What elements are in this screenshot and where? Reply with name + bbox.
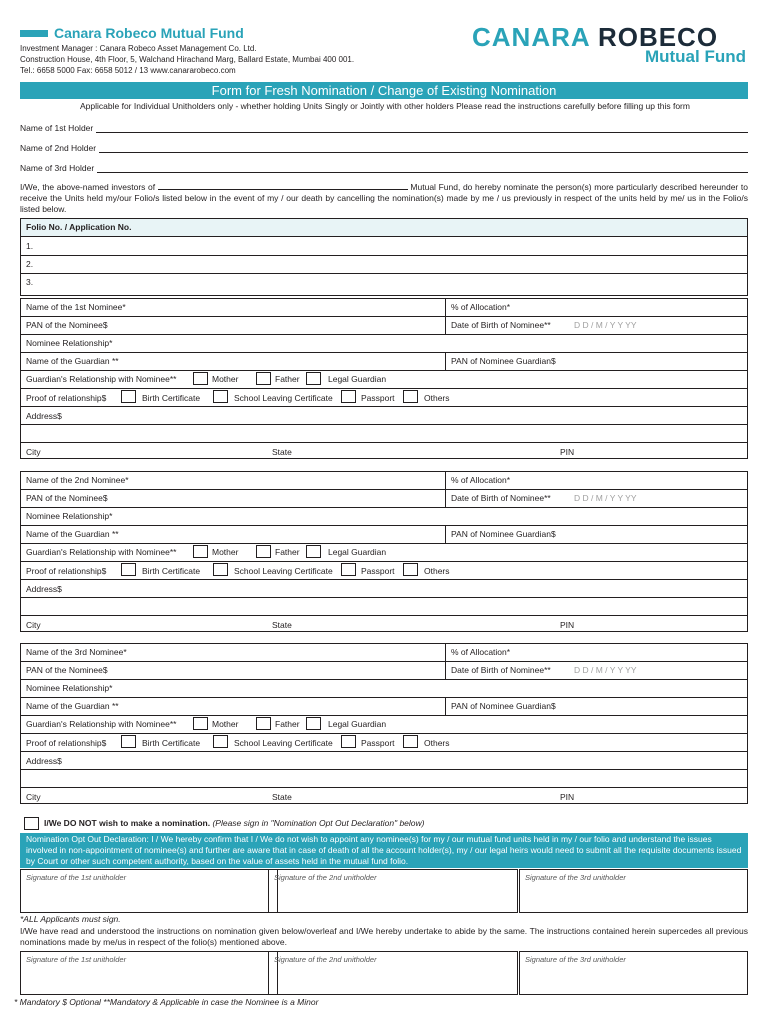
nominee-2-father-checkbox[interactable] [256,545,271,558]
signature-label-5: Signature of the 2nd unitholder [274,955,377,964]
nominee-1-guardian-label[interactable]: Name of the Guardian ** [26,356,119,366]
nominee-3-dob-label[interactable]: Date of Birth of Nominee** [451,665,551,675]
holder-1-label: Name of 1st Holder [20,123,94,133]
nominee-2-passport-checkbox[interactable] [341,563,356,576]
all-must-sign: *ALL Applicants must sign. [20,914,121,924]
nominee-3-school-cert-checkbox[interactable] [213,735,228,748]
signature-label-1: Signature of the 1st unitholder [26,873,127,882]
folio-divider [20,273,748,274]
nominee-1-pan-label[interactable]: PAN of the Nominee$ [26,320,108,330]
nominee-2-state-label[interactable]: State [272,620,292,630]
folio-header: Folio No. / Application No. [26,222,132,232]
nominee-col-divider [445,525,446,543]
nominee-3-guardian-label[interactable]: Name of the Guardian ** [26,701,119,711]
fund-name-field[interactable] [158,182,408,190]
folio-row-1[interactable]: 1. [26,241,34,251]
nominee-col-divider [445,298,446,334]
nominee-row-divider [20,579,748,580]
signature-box-6[interactable] [519,951,748,995]
nominee-1-mother-label: Mother [212,374,239,384]
nominee-row-divider [20,697,748,698]
nominee-2-mother-label: Mother [212,547,239,557]
nominee-3-name-label[interactable]: Name of the 3rd Nominee* [26,647,127,657]
nominee-1-legal-guardian-checkbox[interactable] [306,372,321,385]
signature-box-3[interactable] [519,869,748,913]
nominee-3-guardian-rel-label: Guardian's Relationship with Nominee** [26,719,177,729]
holder-1-row[interactable] [20,123,748,133]
nominee-3-others-label: Others [424,738,450,748]
nominee-row-divider [20,442,748,443]
signature-box-4[interactable] [20,951,278,995]
holder-3-row[interactable] [20,163,748,173]
folio-divider [20,255,748,256]
nominee-3-allocation-label[interactable]: % of Allocation* [451,647,511,657]
optout-label [44,818,425,828]
nominee-1-relationship-label[interactable]: Nominee Relationship* [26,338,113,348]
nominee-1-school-cert-label: School Leaving Certificate [234,393,333,403]
nominee-1-father-checkbox[interactable] [256,372,271,385]
nominee-3-legal-guardian-label: Legal Guardian [328,719,387,729]
nominee-2-pan-label[interactable]: PAN of the Nominee$ [26,493,108,503]
nominee-1-dob-placeholder[interactable]: D D / M / Y Y YY [574,320,637,330]
nominee-1-dob-label[interactable]: Date of Birth of Nominee** [451,320,551,330]
nominee-row-divider [20,751,748,752]
form-subtitle: Applicable for Individual Unitholders only - whether holding Units Singly or Jointly with other holders Please read the instructions carefully before filling up this form [80,101,690,111]
address-line-2: Construction House, 4th Floor, 5, Walchand Hirachand Marg, Ballard Estate, Mumbai 400 001. [20,55,355,64]
nominee-row-divider [20,543,748,544]
nominee-2-pin-label[interactable]: PIN [560,620,575,630]
nominee-2-school-cert-label: School Leaving Certificate [234,566,333,576]
brand-mark-bar [20,30,48,37]
optout-checkbox[interactable] [24,817,39,830]
nominee-row-divider [20,316,748,317]
nominee-row-divider [20,507,748,508]
holder-3-field[interactable] [97,164,748,173]
nominee-2-school-cert-checkbox[interactable] [213,563,228,576]
nominee-2-city-label[interactable]: City [26,620,41,630]
nominee-2-legal-guardian-label: Legal Guardian [328,547,387,557]
declaration-start: I/We, the above-named investors of [20,182,156,192]
nominee-col-divider [445,352,446,370]
nominee-3-proof-label: Proof of relationship$ [26,738,107,748]
nominee-col-divider [445,643,446,679]
nominee-row-divider [20,561,748,562]
nominee-3-pan-label[interactable]: PAN of the Nominee$ [26,665,108,675]
nominee-col-divider [445,697,446,715]
nomination-declaration [20,182,748,215]
nominee-3-pin-label[interactable]: PIN [560,792,575,802]
nominee-row-divider [20,597,748,598]
nominee-3-mother-checkbox[interactable] [193,717,208,730]
nominee-2-guardian-rel-label: Guardian's Relationship with Nominee** [26,547,177,557]
nominee-1-father-label: Father [275,374,300,384]
nominee-row-divider [20,334,748,335]
nominee-row-divider [20,370,748,371]
nominee-row-divider [20,787,748,788]
nominee-2-dob-placeholder[interactable]: D D / M / Y Y YY [574,493,637,503]
signature-box-2[interactable] [268,869,518,913]
nominee-3-birth-cert-checkbox[interactable] [121,735,136,748]
folio-row-3[interactable]: 3. [26,277,34,287]
nominee-2-birth-cert-label: Birth Certificate [142,566,201,576]
nominee-1-city-label[interactable]: City [26,447,41,457]
optout-declaration: Nomination Opt Out Declaration: I / We hereby confirm that I / We do not wish to appoint any nominee(s) for my / our mutual fund units held in my / our folio and understand the issues involved in non-appointment of nominee(s) and further are aware that in case of death of all the account holder(s), my / our legal heirs would need to submit all the requisite documents issued by Court or other such competent authority, based on the value of assets held in the mutual fund folio. [20,833,748,868]
nominee-2-legal-guardian-checkbox[interactable] [306,545,321,558]
logo-mutual-fund: Mutual Fund [644,47,746,66]
nominee-1-state-label[interactable]: State [272,447,292,457]
nominee-2-guardian-label[interactable]: Name of the Guardian ** [26,529,119,539]
address-line-1: Investment Manager : Canara Robeco Asset Management Co. Ltd. [20,44,257,53]
nominee-row-divider [20,424,748,425]
nominee-1-passport-checkbox[interactable] [341,390,356,403]
nominee-row-divider [20,769,748,770]
nominee-1-allocation-label[interactable]: % of Allocation* [451,302,511,312]
nominee-3-father-checkbox[interactable] [256,717,271,730]
nominee-3-birth-cert-label: Birth Certificate [142,738,201,748]
company-name: Canara Robeco Mutual Fund [54,25,244,41]
nominee-3-school-cert-label: School Leaving Certificate [234,738,333,748]
nominee-1-name-label[interactable]: Name of the 1st Nominee* [26,302,126,312]
nominee-3-state-label[interactable]: State [272,792,292,802]
undertaking-text: I/We have read and understood the instructions on nomination given below/overleaf and I/We hereby undertake to abide by the same. The instructions contained herein supercedes all previous nominations made by me/us in respect of the folio(s) mentioned above. [20,926,748,947]
nominee-2-mother-checkbox[interactable] [193,545,208,558]
logo-robeco: ROBECO [597,22,719,52]
nominee-3-address-label[interactable]: Address$ [26,756,62,766]
holder-1-field[interactable] [96,124,748,133]
nominee-1-birth-cert-checkbox[interactable] [121,390,136,403]
nominee-2-father-label: Father [275,547,300,557]
folio-row-2[interactable]: 2. [26,259,34,269]
nominee-row-divider [20,352,748,353]
nominee-1-mother-checkbox[interactable] [193,372,208,385]
nominee-2-dob-label[interactable]: Date of Birth of Nominee** [451,493,551,503]
nominee-3-mother-label: Mother [212,719,239,729]
nominee-1-pin-label[interactable]: PIN [560,447,575,457]
logo-canara: CANARA [472,22,590,52]
nominee-row-divider [20,661,748,662]
signature-box-1[interactable] [20,869,278,913]
nominee-row-divider [20,525,748,526]
nominee-1-legal-guardian-label: Legal Guardian [328,374,387,384]
holder-3-label: Name of 3rd Holder [20,163,95,173]
nominee-3-dob-placeholder[interactable]: D D / M / Y Y YY [574,665,637,675]
nominee-2-proof-label: Proof of relationship$ [26,566,107,576]
nominee-2-others-checkbox[interactable] [403,563,418,576]
signature-box-5[interactable] [268,951,518,995]
nominee-2-passport-label: Passport [361,566,395,576]
nominee-col-divider [445,471,446,507]
nominee-row-divider [20,406,748,407]
nominee-1-birth-cert-label: Birth Certificate [142,393,201,403]
nominee-1-guardian-rel-label: Guardian's Relationship with Nominee** [26,374,177,384]
nominee-2-birth-cert-checkbox[interactable] [121,563,136,576]
optout-label-text: I/We DO NOT wish to make a nomination. [44,818,211,828]
nominee-1-guardian-pan-label[interactable]: PAN of Nominee Guardian$ [451,356,556,366]
nominee-row-divider [20,733,748,734]
nominee-1-others-label: Others [424,393,450,403]
nominee-row-divider [20,615,748,616]
nominee-2-guardian-pan-label[interactable]: PAN of Nominee Guardian$ [451,529,556,539]
nominee-3-father-label: Father [275,719,300,729]
nominee-row-divider [20,489,748,490]
form-title: Form for Fresh Nomination / Change of Existing Nomination [20,82,748,99]
nominee-3-legal-guardian-checkbox[interactable] [306,717,321,730]
nominee-1-proof-label: Proof of relationship$ [26,393,107,403]
address-line-3: Tel.: 6658 5000 Fax: 6658 5012 / 13 www.canararobeco.com [20,66,236,75]
nominee-row-divider [20,679,748,680]
nominee-2-others-label: Others [424,566,450,576]
nominee-1-others-checkbox[interactable] [403,390,418,403]
nominee-1-address-label[interactable]: Address$ [26,411,62,421]
nominee-2-allocation-label[interactable]: % of Allocation* [451,475,511,485]
nominee-3-relationship-label[interactable]: Nominee Relationship* [26,683,113,693]
holder-2-row[interactable] [20,143,748,153]
signature-label-6: Signature of the 3rd unitholder [525,955,626,964]
nominee-2-relationship-label[interactable]: Nominee Relationship* [26,511,113,521]
nominee-row-divider [20,715,748,716]
signature-label-4: Signature of the 1st unitholder [26,955,127,964]
holder-2-label: Name of 2nd Holder [20,143,97,153]
declaration-rest: Mutual Fund, do hereby nominate the person(s) more particularly described hereunder to receive the Units held my/our Folio/s listed below in the event of my / our death by cancelling the nomination(s) made by me / us previously in respect of the units held by me/ us in the Folio/s listed below. [20,182,748,214]
footer-note: * Mandatory $ Optional **Mandatory & Applicable in case the Nominee is a Minor [14,997,319,1007]
signature-label-2: Signature of the 2nd unitholder [274,873,377,882]
nominee-3-passport-checkbox[interactable] [341,735,356,748]
nominee-3-city-label[interactable]: City [26,792,41,802]
nominee-row-divider [20,388,748,389]
signature-label-3: Signature of the 3rd unitholder [525,873,626,882]
optout-note: (Please sign in "Nomination Opt Out Declaration" below) [212,818,425,828]
nominee-1-school-cert-checkbox[interactable] [213,390,228,403]
nominee-2-name-label[interactable]: Name of the 2nd Nominee* [26,475,129,485]
nominee-2-address-label[interactable]: Address$ [26,584,62,594]
nominee-3-guardian-pan-label[interactable]: PAN of Nominee Guardian$ [451,701,556,711]
nominee-1-passport-label: Passport [361,393,395,403]
nominee-3-passport-label: Passport [361,738,395,748]
nominee-3-others-checkbox[interactable] [403,735,418,748]
holder-2-field[interactable] [99,144,748,153]
